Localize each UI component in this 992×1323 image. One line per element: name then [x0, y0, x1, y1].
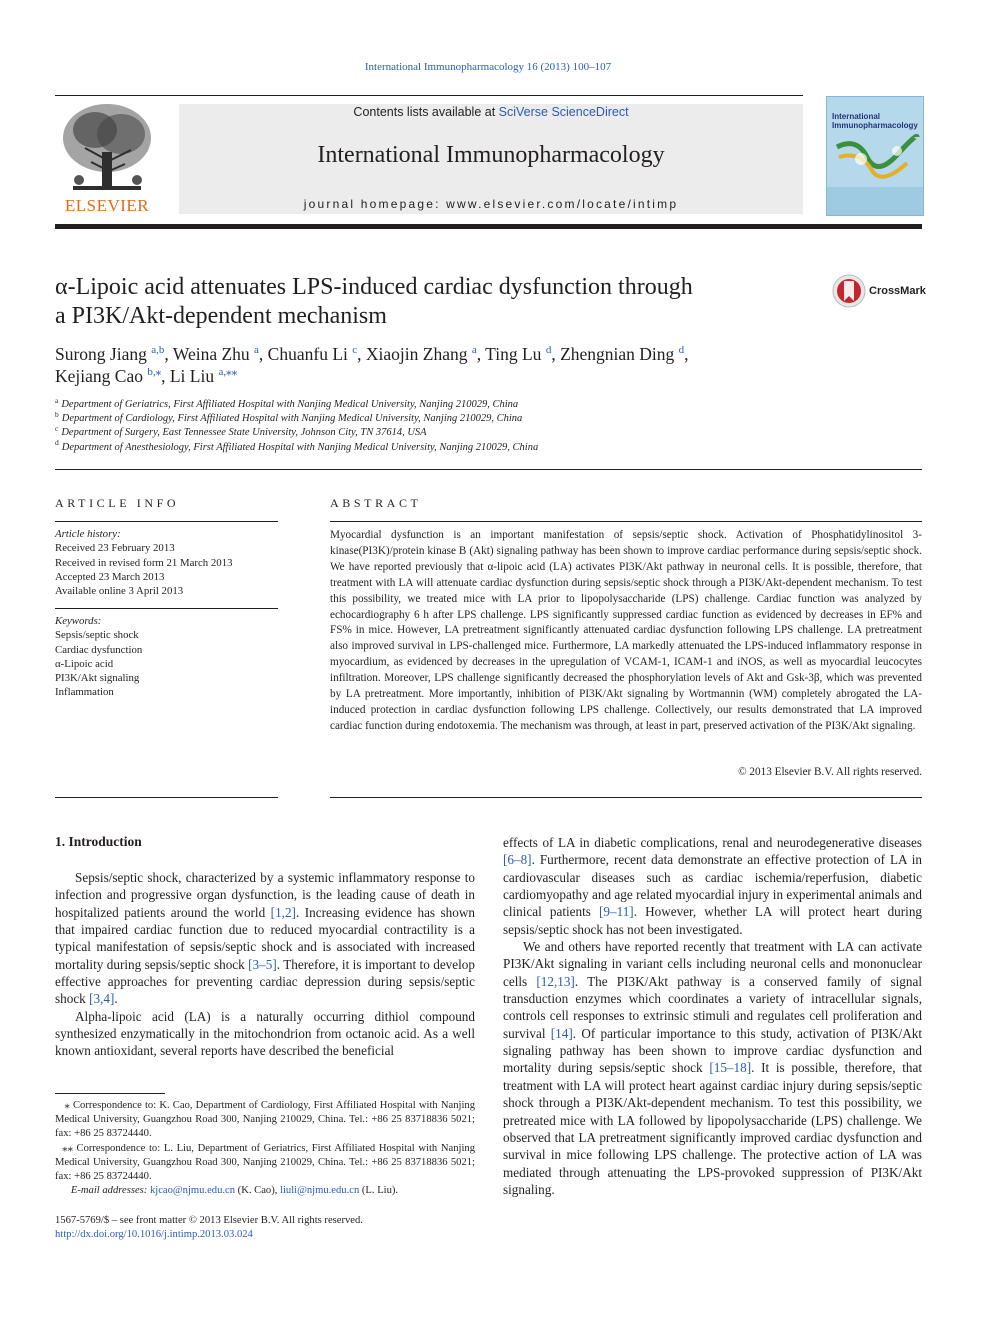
- issn-line: 1567-5769/$ – see front matter © 2013 Elsevier B.V. All rights reserved.: [55, 1215, 363, 1226]
- citation-link[interactable]: [15–18]: [709, 1060, 752, 1076]
- keyword: Sepsis/septic shock: [55, 629, 139, 642]
- citation-link[interactable]: [12,13]: [536, 973, 575, 989]
- contents-line: [179, 105, 803, 119]
- title-block-rule: [55, 469, 922, 470]
- affiliation: $^c$ Department of Surgery, East Tennessee State University, Johnson City, TN 37614, USA: [55, 423, 427, 439]
- email-label: E-mail addresses:: [70, 1185, 148, 1197]
- journal-cover-thumbnail: [826, 96, 924, 216]
- citation-link[interactable]: [9–11]: [599, 904, 634, 920]
- affiliation: $^a$ Department of Geriatrics, First Affiliated Hospital with Nanjing Medical University, Nanjing 210029, China: [55, 395, 519, 410]
- article-history: [55, 527, 278, 598]
- keyword: Inflammation: [55, 686, 114, 699]
- paragraph: Alpha-lipoic acid (LA) is a naturally occurring dithiol compound synthesized enzymatically in the mitochondrion from octanoic acid. As a well known antioxidant, several reports have described the beneficial: [55, 1008, 475, 1059]
- abstract-heading: ABSTRACT: [330, 496, 422, 510]
- history-item: Received 23 February 2013: [55, 542, 175, 555]
- author: Surong Jiang $^{a,b}$,: [55, 344, 173, 364]
- cover-title-line-1: International: [832, 112, 881, 121]
- affiliation: $^d$ Department of Anesthesiology, First Affiliated Hospital with Nanjing Medical University, Nanjing 210029, China: [55, 438, 539, 453]
- author: Ting Lu $^d$,: [485, 344, 561, 364]
- doi-link[interactable]: http://dx.doi.org/10.1016/j.intimp.2013.03.024: [55, 1229, 253, 1241]
- author: Xiaojin Zhang $^a$,: [365, 344, 486, 364]
- history-item: Received in revised form 21 March 2013: [55, 556, 233, 569]
- footnotes: [55, 1099, 475, 1198]
- article-title: [55, 273, 795, 331]
- author-affiliation-mark[interactable]: d: [678, 344, 685, 357]
- body-column-right: [503, 834, 922, 1198]
- keywords-rule: [55, 608, 278, 609]
- article-info-bottom-rule: [55, 797, 278, 798]
- journal-homepage[interactable]: journal homepage: www.elsevier.com/locate/intimp: [303, 197, 679, 211]
- author-affiliation-mark[interactable]: a,b: [151, 344, 165, 357]
- front-matter-info: [55, 1214, 475, 1243]
- keyword: α-Lipoic acid: [55, 657, 114, 670]
- citation-link[interactable]: [14]: [550, 1025, 573, 1041]
- crossmark-label: CrossMark: [869, 285, 926, 297]
- abstract-rule: [330, 521, 922, 522]
- author: Weina Zhu $^a$,: [172, 344, 268, 364]
- paragraph: Sepsis/septic shock, characterized by a systemic inflammatory response to infection and progressive organ dysfunction, is the leading cause of death in hospitalized patients around the world [1,2]. Increasing evidence has shown that impaired cardiac function due to reduced myocardial contractility is a typical manifestation of sepsis/septic shock and is associated with increased mortality during sepsis/septic shock [3–5]. Therefore, it is important to develop effective approaches for preventing cardiac depression during sepsis/septic shock [3,4].: [55, 870, 475, 1007]
- article-info-heading: ARTICLE INFO: [55, 496, 180, 510]
- title-line-2: a PI3K/Akt-dependent mechanism: [55, 303, 387, 329]
- header-top-rule: [55, 95, 803, 96]
- journal-name: International Immunopharmacology: [317, 142, 665, 168]
- crossmark-badge[interactable]: [832, 274, 932, 308]
- author-affiliation-mark[interactable]: a: [254, 344, 259, 357]
- cover-title-line-2: Immunopharmacology: [832, 121, 918, 130]
- author-affiliation-mark[interactable]: b,⁎: [147, 366, 162, 379]
- author: Li Liu $^{a,⁎⁎}$: [169, 366, 238, 386]
- author-affiliation-mark[interactable]: a,⁎⁎: [218, 366, 238, 379]
- keywords: [55, 614, 278, 700]
- keywords-label: Keywords:: [55, 615, 102, 627]
- author: Kejiang Cao $^{b,⁎}$,: [55, 366, 170, 386]
- author-affiliation-mark[interactable]: a: [471, 344, 477, 357]
- sciencedirect-link[interactable]: SciVerse ScienceDirect: [498, 105, 629, 119]
- email-link[interactable]: liuli@njmu.edu.cn: [280, 1185, 360, 1197]
- citation-link[interactable]: [3–5]: [248, 956, 277, 972]
- affiliation: $^b$ Department of Cardiology, First Affiliated Hospital with Nanjing Medical University, Nanjing 210029, China: [55, 409, 523, 425]
- crossmark-icon: [832, 274, 866, 308]
- author-affiliation-mark[interactable]: c: [352, 344, 358, 357]
- citation-link[interactable]: [1,2]: [270, 904, 296, 920]
- footnote-mark: ⁎: [64, 1100, 70, 1111]
- author: Zhengnian Ding $^d$,: [560, 344, 689, 364]
- journal-reference[interactable]: International Immunopharmacology 16 (2013) 100–107: [364, 61, 612, 73]
- cover-art-icon: [827, 97, 923, 215]
- author-list: [55, 343, 855, 387]
- footnote: ⁎⁎ Correspondence to: L. Liu, Department of Geriatrics, First Affiliated Hospital with Nanjing Medical University, Guangzhou Road 300, Nanjing 210029, China. Tel.: +86 25 83718836 5021; fax: +86 25 83724440.: [55, 1142, 475, 1183]
- keyword: PI3K/Akt signaling: [55, 672, 140, 685]
- article-info-rule: [55, 521, 278, 522]
- footnote-rule: [55, 1093, 165, 1094]
- affiliation-list: [55, 395, 905, 455]
- body-column-left: [55, 869, 475, 1060]
- title-line-1: α-Lipoic acid attenuates LPS-induced cardiac dysfunction through: [55, 274, 693, 300]
- footnote: ⁎ Correspondence to: K. Cao, Department of Cardiology, First Affiliated Hospital with Nanjing Medical University, Guangzhou Road 300, Nanjing 210029, China. Tel.: +86 25 83718836 5021; fax: +86 25 83724440.: [55, 1100, 475, 1140]
- email-link[interactable]: kjcao@njmu.edu.cn: [149, 1185, 236, 1197]
- abstract-text: Myocardial dysfunction is an important manifestation of sepsis/septic shock. Activation of Phosphatidylinositol 3-kinase(PI3K)/protein kinase B (Akt) signaling pathway has been shown to improve cardiac performance during sepsis/septic shock. We have reported previously that α-lipoic acid (LA) activates PI3K/Akt pathway in neuronal cells. It is possible, therefore, that treatment with LA will attenuate cardiac dysfunction during sepsis/septic shock through a PI3K/Akt-dependent mechanism. To test this possibility, we treated mice with LA prior to lipopolysaccharide (LPS) challenge. Cardiac function was analyzed by echocardiography 6 h after LPS challenge. LPS significantly suppressed cardiac function as evidenced by decreases in EF% and FS% in mice. However, LA pretreatment significantly attenuated cardiac dysfunction following LPS challenge. LA pretreatment also improved survival in LPS-challenged mice. Furthermore, LA markedly attenuated the LPS-induced inflammatory response in myocardium, as evidenced by decreases in the upregulation of VCAM-1, ICAM-1 and iNOS, as well as myocardial leucocytes infiltration. Moreover, LPS challenge significantly decreased the phosphorylation levels of Akt and Gsk-3β, which was prevented by LA pretreatment. More importantly, inhibition of PI3K/Akt signaling by Wortmannin (WM) completely abrogated the LA-induced protection in cardiac dysfunction following LPS challenge. Collectively, our results demonstrated that LA improved cardiac function during endotoxemia. The mechanism was through, at least in part, preserved activation of the PI3K/Akt signaling.: [330, 529, 922, 732]
- footnote-mark: ⁎⁎: [62, 1142, 73, 1154]
- history-item: Accepted 23 March 2013: [55, 570, 165, 583]
- author-affiliation-mark[interactable]: d: [545, 344, 552, 357]
- paragraph: effects of LA in diabetic complications, renal and neurodegenerative diseases [6–8]. Furthermore, recent data demonstrate an effective protection of LA in cardiovascular diseases such as cardiac ischemia/reperfusion, diabetic cardiomyopathy and age related myocardial injury in experimental animals and clinical patients [9–11]. However, whether LA will protect heart during sepsis/septic shock has not been investigated.: [503, 835, 923, 937]
- header-bottom-rule: [55, 224, 922, 229]
- citation-link[interactable]: [3,4]: [89, 991, 115, 1007]
- author: Chuanfu Li $^c$,: [267, 344, 366, 364]
- publisher-name: ELSEVIER: [64, 196, 150, 215]
- abstract-copyright: © 2013 Elsevier B.V. All rights reserved.: [738, 766, 922, 778]
- history-item: Available online 3 April 2013: [55, 585, 184, 598]
- history-label: Article history:: [55, 528, 121, 540]
- citation-link[interactable]: [6–8]: [503, 852, 532, 868]
- keyword: Cardiac dysfunction: [55, 643, 143, 656]
- section-heading-introduction: 1. Introduction: [55, 834, 142, 849]
- abstract-bottom-rule: [330, 797, 922, 798]
- paragraph: We and others have reported recently that treatment with LA can activate PI3K/Akt signaling in variant cells including neuronal cells and mononuclear cells [12,13]. The PI3K/Akt pathway is a conserved family of signal transduction enzymes which coordinates a variety of intracellular signals, controls cell responses to extrinsic stimuli and regulates cell proliferation and survival [14]. Of particular importance to this study, activation of PI3K/Akt signaling pathway has been shown to improve cardiac dysfunction and mortality during sepsis/septic shock [15–18]. It is possible, therefore, that treatment with LA will protect heart against cardiac injury during sepsis/septic shock through a PI3K/Akt-dependent mechanism. To test this possibility, we pretreated mice with LA followed by lipopolysaccharide (LPS) challenge. We observed that LA pretreatment significantly improved cardiac dysfunction and survival in mice following LPS challenge. The protective action of LA was mediated through attenuating the LPS-provoked suppression of PI3K/Akt signaling.: [503, 939, 923, 1197]
- contents-prefix: Contents lists available at: [353, 105, 499, 119]
- email-footnote: E-mail addresses: kjcao@njmu.edu.cn (K. Cao), liuli@njmu.edu.cn (L. Liu).: [70, 1185, 399, 1197]
